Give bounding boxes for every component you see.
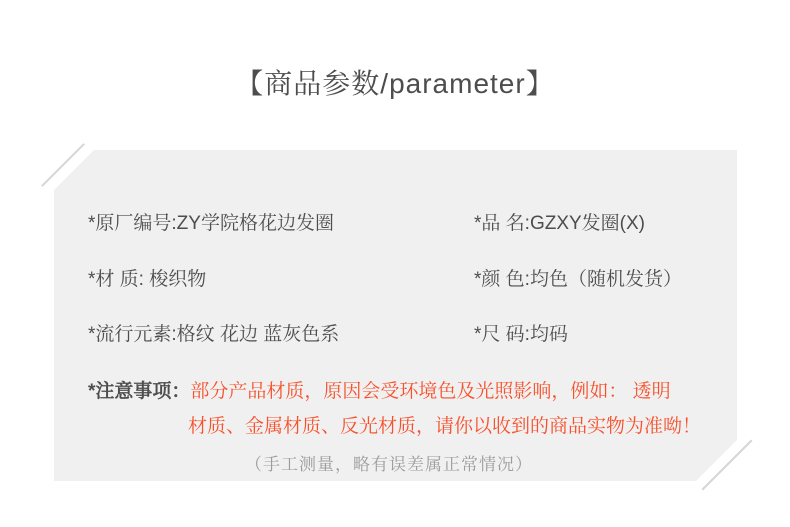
param-style-elements: *流行元素:格纹 花边 蓝灰色系 <box>88 324 340 345</box>
param-material: *材 质: 梭织物 <box>88 269 207 290</box>
notice-label: *注意事项： <box>88 381 191 402</box>
measurement-disclaimer: （手工测量，略有误差属正常情况） <box>245 455 533 474</box>
param-factory-number: *原厂编号:ZY学院格花边发圈 <box>88 213 334 234</box>
param-notice <box>88 376 671 403</box>
param-color: *颜 色:均色（随机发货） <box>474 269 682 290</box>
notice-warning-line2: 材质、金属材质、反光材质，请你以收到的商品实物为准呦！ <box>188 416 702 437</box>
notice-warning-line1: 部分产品材质，原因会受环境色及光照影响，例如： 透明 <box>190 381 671 402</box>
page-title: 【商品参数/parameter】 <box>235 68 555 99</box>
param-size: *尺 码:均码 <box>474 324 568 345</box>
param-product-name: *品 名:GZXY发圈(X) <box>474 213 646 234</box>
